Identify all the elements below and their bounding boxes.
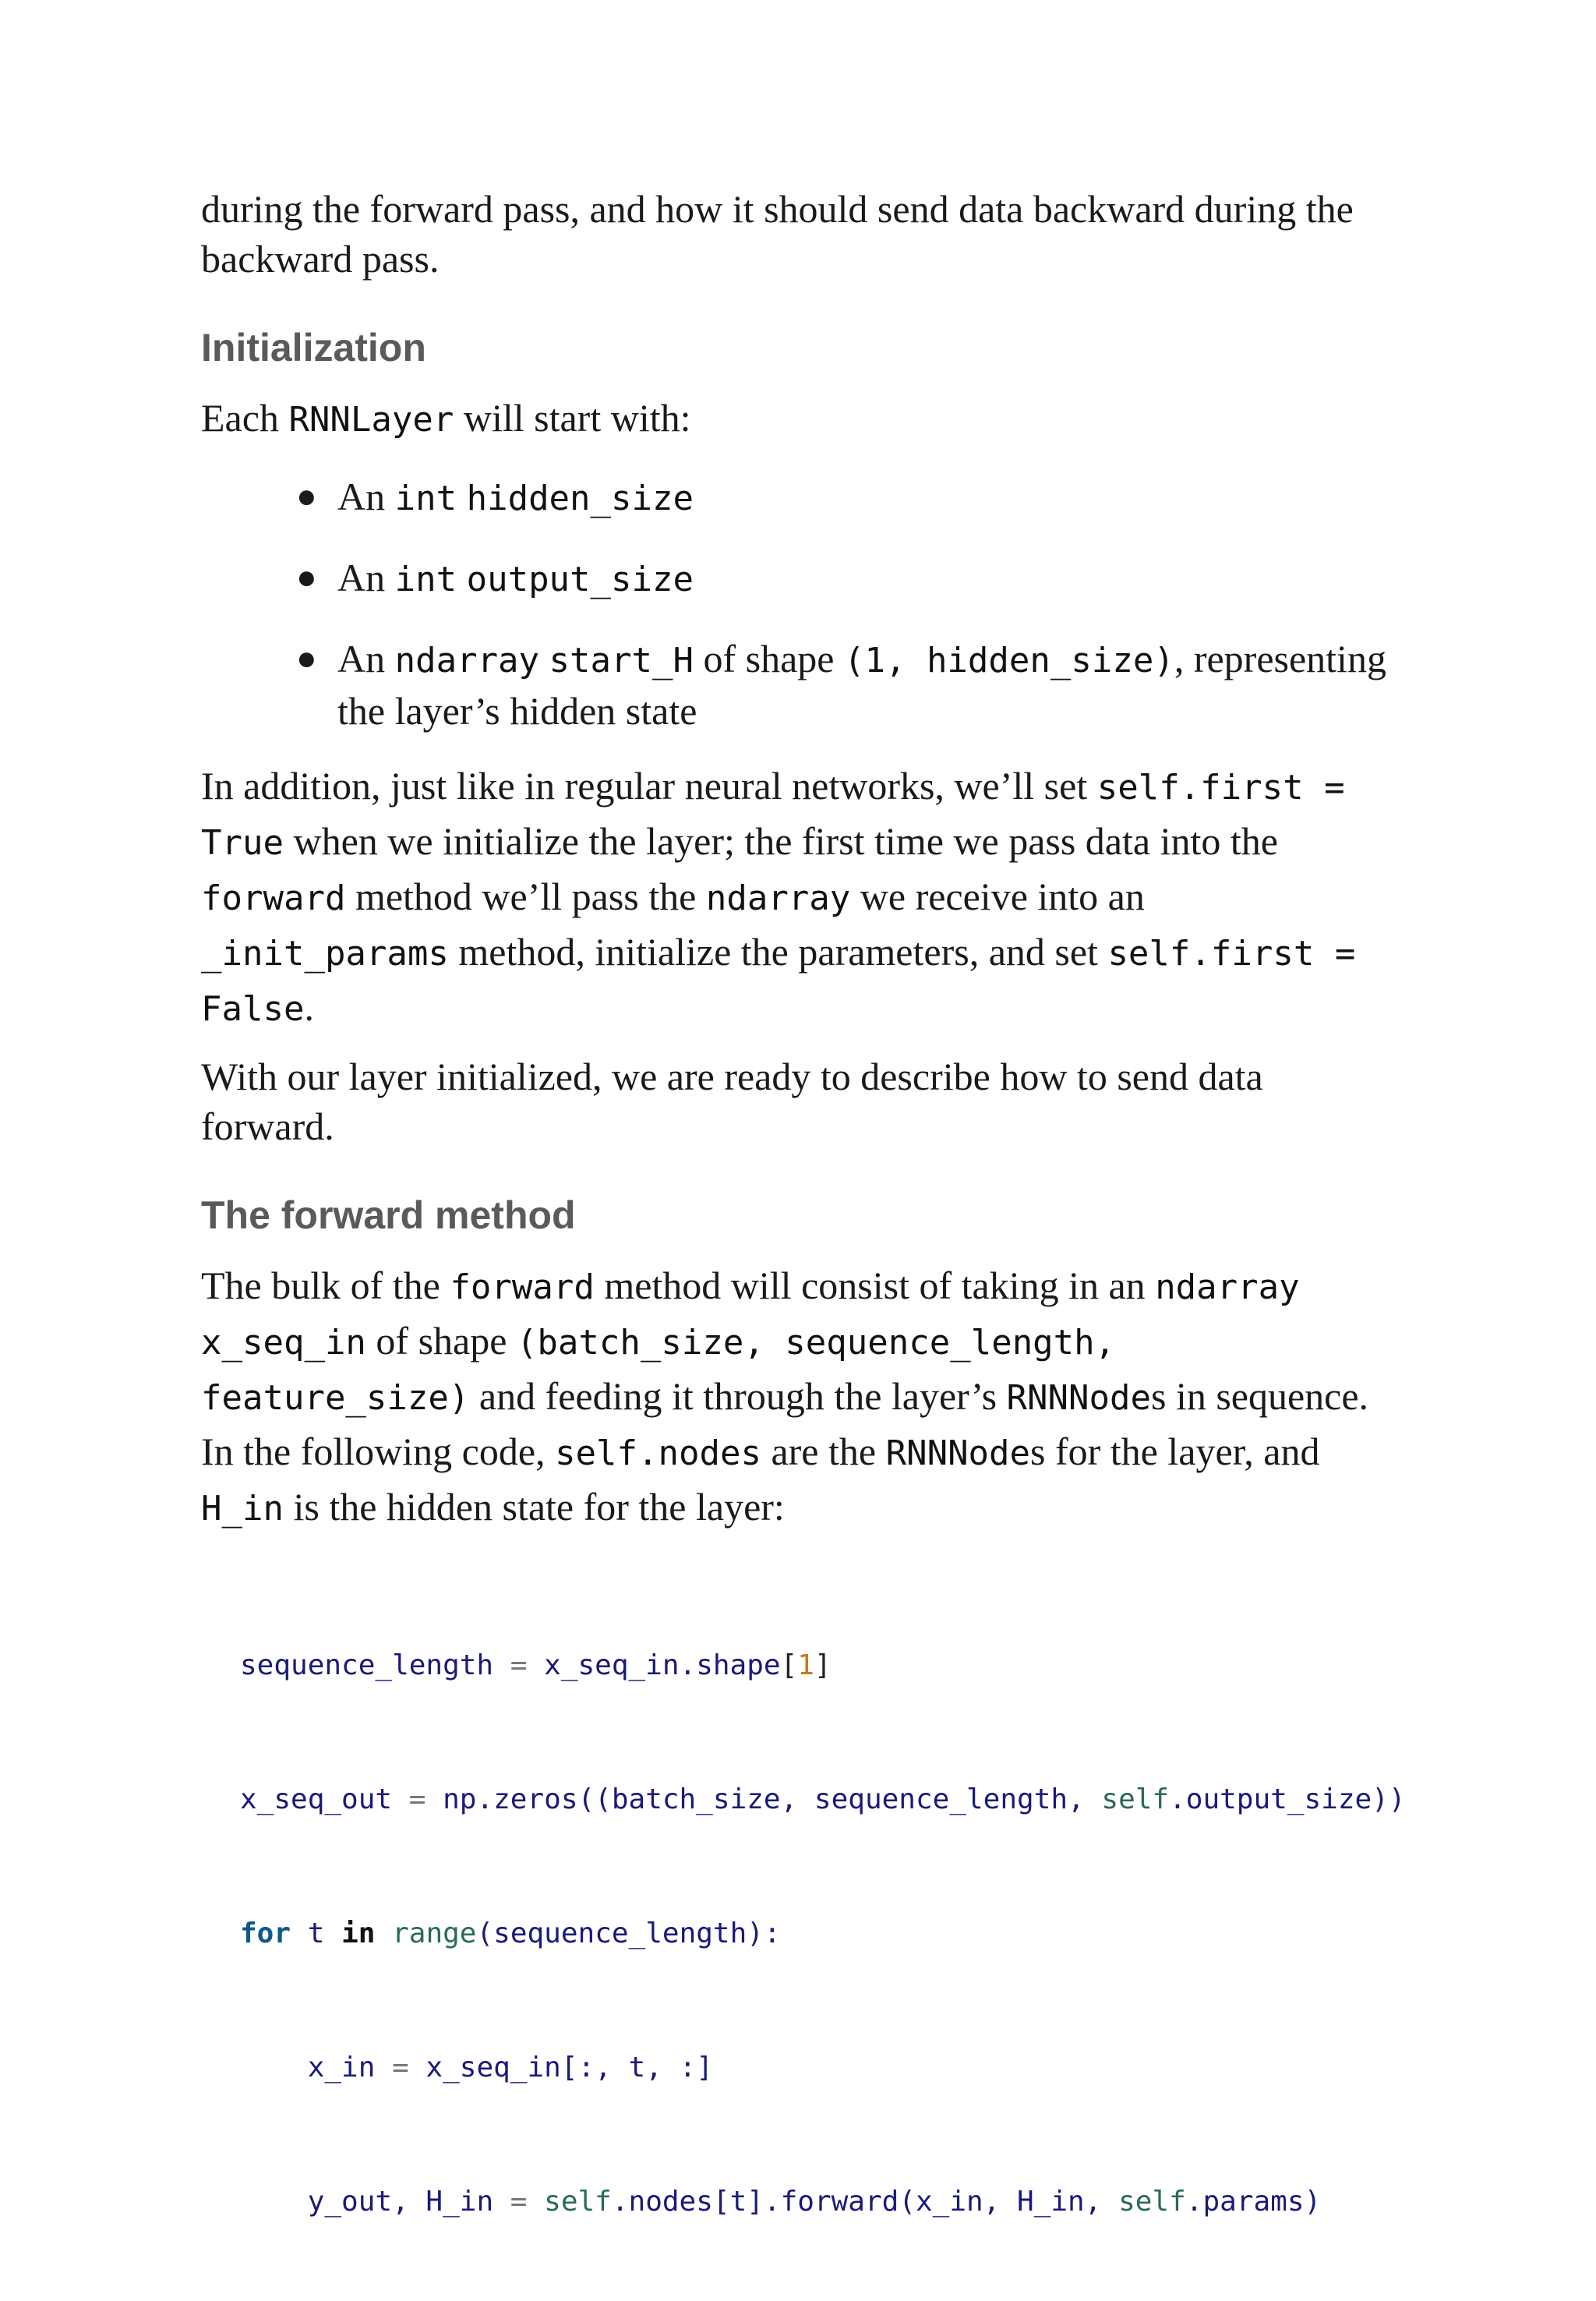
bullet-sep: [457, 475, 467, 518]
code-token: sequence_length: [240, 1649, 494, 1681]
text-run: method, initialize the parameters, and set: [448, 930, 1108, 974]
code-token: =: [375, 2052, 426, 2084]
initialization-heading: Initialization: [201, 326, 426, 369]
bullet-icon: ●: [296, 639, 317, 677]
inline-code: RNNNode: [885, 1433, 1031, 1473]
bullet-sep: [539, 637, 549, 680]
bullet-name-code: start_H: [549, 641, 694, 680]
bullet-name-code: hidden_size: [466, 479, 694, 518]
code-token: (sequence_length):: [476, 1917, 781, 1949]
text-run: are the: [761, 1430, 886, 1473]
text-run: is the hidden state for the layer:: [283, 1485, 785, 1529]
code-token: self: [1101, 1783, 1170, 1815]
text-run: s for the layer, and: [1030, 1430, 1320, 1473]
text-run: method will consist of taking in an: [594, 1264, 1156, 1307]
intro-paragraph: [201, 184, 1401, 284]
inline-code: _init_params: [201, 934, 449, 974]
code-line-2: [240, 1765, 1406, 1835]
code-token: self: [1118, 2186, 1186, 2218]
text-run: The bulk of the: [201, 1264, 450, 1307]
code-token: for: [240, 1917, 291, 1949]
text-run: s in sequence. In the following code,: [201, 1374, 1369, 1473]
code-token: x_seq_in.shape: [544, 1649, 781, 1681]
code-token: 1: [797, 1649, 814, 1681]
intro-text: during the forward pass, and how it should send data backward during the backward pass.: [201, 187, 1354, 281]
code-token: =: [493, 2186, 545, 2218]
text-run: of shape: [365, 1319, 517, 1363]
inline-code: x_seq_in: [201, 1323, 366, 1363]
code-token: .nodes[t].forward(x_in, H_in,: [611, 2186, 1119, 2218]
inline-code: (batch_size, sequence_length, feature_size): [201, 1323, 1116, 1418]
code-line-5: [240, 2167, 1401, 2237]
code-line-4: [240, 2033, 1401, 2103]
inline-code: ndarray: [705, 878, 851, 918]
bullet-item-output-size: [296, 553, 1401, 605]
code-token: range: [392, 1917, 477, 1949]
code-token: .params): [1185, 2186, 1322, 2218]
bullet-shape-code: (1, hidden_size): [843, 641, 1174, 680]
bullet-icon: ●: [296, 477, 317, 515]
code-token: np.zeros((batch_size, sequence_length,: [443, 1783, 1102, 1815]
each-suffix: will start with:: [454, 396, 691, 440]
code-token: [375, 1917, 392, 1949]
bullet-prefix: An: [337, 475, 395, 518]
bullet-sep: [457, 556, 467, 599]
each-paragraph: [201, 393, 1401, 445]
inline-code: self.first = True: [201, 768, 1345, 863]
inline-code: self.nodes: [555, 1433, 761, 1473]
inline-code: forward: [450, 1267, 595, 1307]
each-prefix: Each: [201, 396, 289, 440]
rnnlayer-code: RNNLayer: [288, 400, 454, 440]
bullet-name-code: output_size: [466, 560, 694, 599]
code-block: [240, 1567, 1406, 2301]
inline-code: H_in: [201, 1489, 284, 1529]
inline-code: self.first = False: [201, 934, 1356, 1029]
forward-method-heading: The forward method: [201, 1193, 576, 1237]
text-run: and feeding it through the layer’s: [469, 1374, 1007, 1418]
code-line-1: [240, 1631, 1401, 1701]
inline-code: RNNNode: [1006, 1378, 1151, 1418]
init-bullet-list: [201, 472, 1401, 736]
text-run: method we’ll pass the: [345, 875, 706, 918]
code-token: x_seq_in[:, t, :]: [425, 2052, 713, 2084]
text-run: when we initialize the layer; the first time we pass data into the: [283, 819, 1278, 863]
inline-code: forward: [201, 878, 346, 918]
code-indent: [240, 2052, 308, 2084]
code-token: =: [392, 1783, 443, 1815]
bulk-paragraph: [201, 1259, 1401, 1536]
code-indent: [240, 2186, 308, 2218]
code-token: in: [341, 1917, 376, 1949]
addition-paragraph: [201, 759, 1401, 1036]
bullet-type-code: int: [394, 560, 457, 599]
ready-text: With our layer initialized, we are ready to describe how to send data forward.: [201, 1055, 1263, 1148]
code-token: =: [493, 1649, 545, 1681]
bullet-icon: ●: [296, 558, 317, 596]
bullet-prefix: An: [337, 556, 395, 599]
ready-paragraph: [201, 1052, 1401, 1151]
bullet-mid: of shape: [693, 637, 844, 680]
code-token: ]: [814, 1649, 832, 1681]
code-token: .output_size)): [1169, 1783, 1406, 1815]
text-run: we receive into an: [850, 875, 1145, 918]
bullet-type-code: ndarray: [394, 641, 540, 680]
bullet-prefix: An: [337, 637, 395, 680]
bullet-suffix: , representing the layer’s hidden state: [337, 637, 1386, 733]
document-page: [201, 184, 1406, 2301]
code-line-3: [240, 1899, 1401, 1969]
bullet-item-start-h: [296, 634, 1401, 736]
bullet-type-code: int: [394, 479, 457, 518]
inline-code: ndarray: [1155, 1267, 1300, 1307]
bullet-item-hidden-size: [296, 472, 1401, 524]
code-token: x_in: [307, 2052, 376, 2084]
code-token: [: [780, 1649, 798, 1681]
code-token: self: [544, 2186, 612, 2218]
text-run: In addition, just like in regular neural networks, we’ll set: [201, 764, 1097, 808]
code-token: y_out, H_in: [307, 2186, 494, 2218]
text-run: .: [304, 985, 314, 1029]
code-token: x_seq_out: [240, 1783, 393, 1815]
code-token: t: [291, 1917, 342, 1949]
